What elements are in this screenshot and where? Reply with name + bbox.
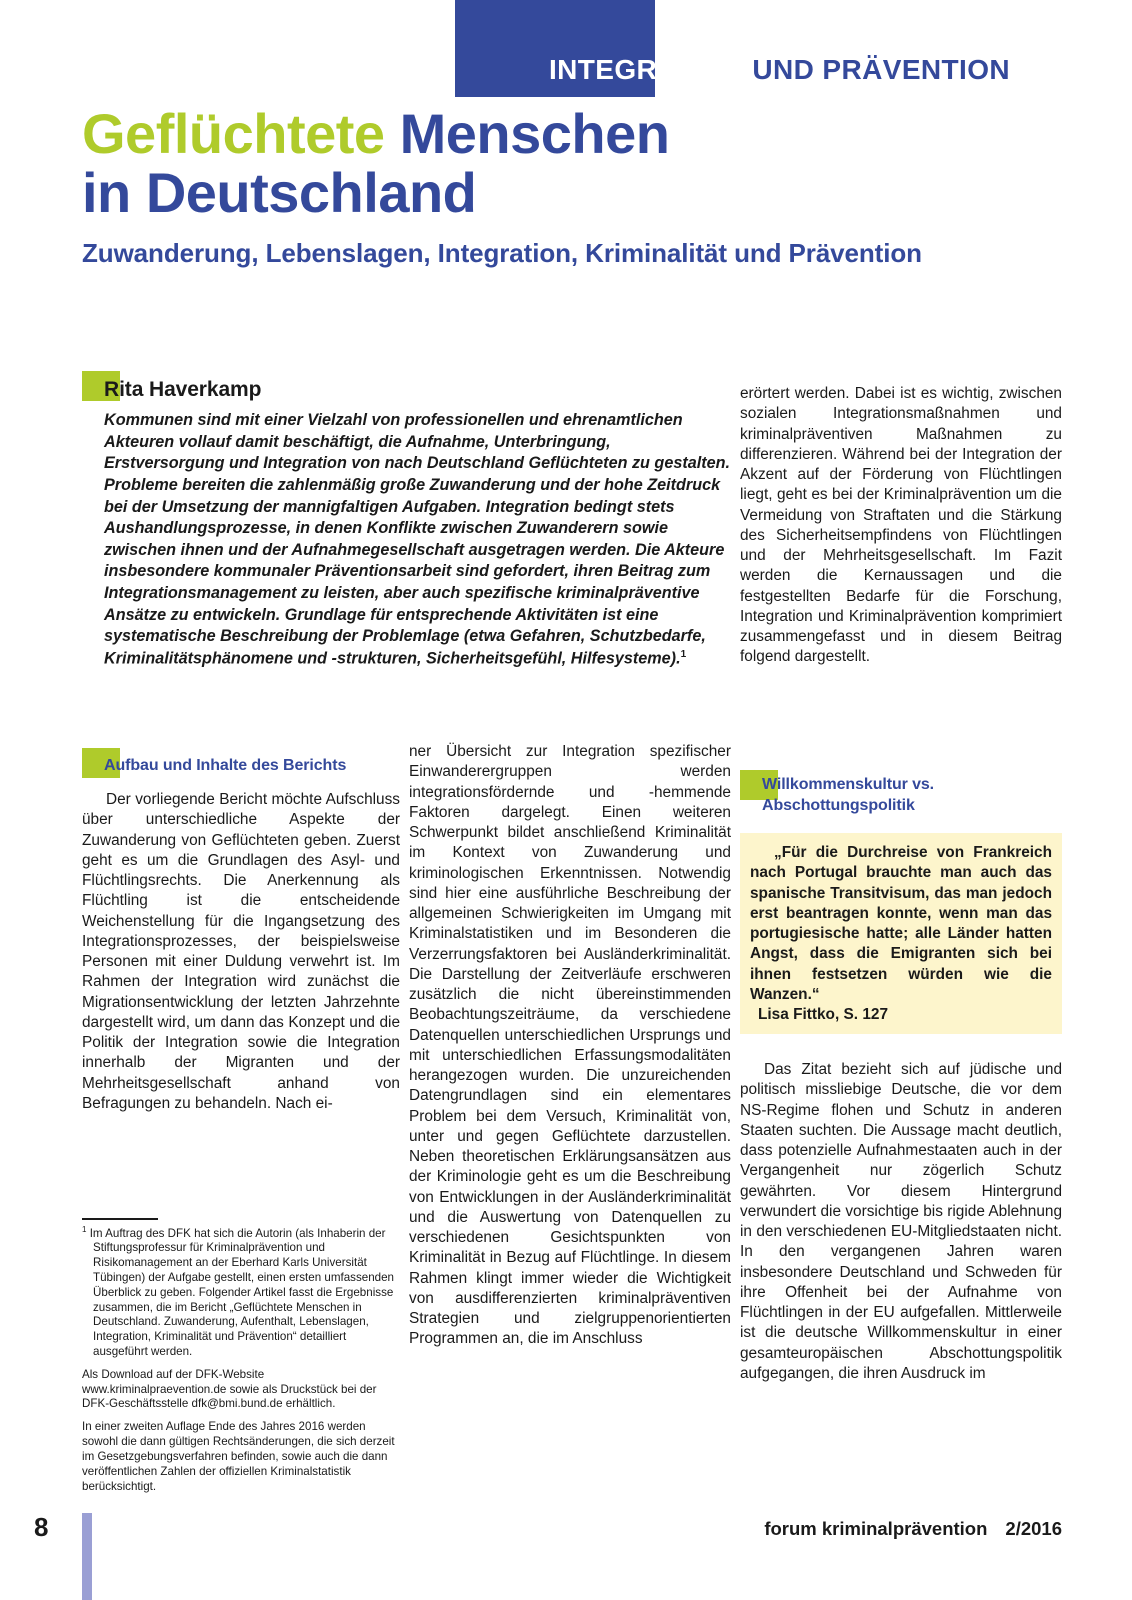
footnote-paragraph-3: In einer zweiten Auflage Ende des Jahres 2016 werden sowohl die dann gültigen Rechtsänderungen, die sich derzeit im Gesetzgebungsverfahren befinden, sowie auch die dann veröffentlichen Zahlen der offiziellen Kriminalstatistik berücksichtigt. [82,1420,395,1493]
footnote-block [82,1218,400,1494]
title-word-green: Geflüchtete [82,102,400,165]
footer-journal-info [700,1518,1062,1540]
page-title [82,104,1042,223]
body-column-1 [82,790,400,1114]
article-subtitle: Zuwanderung, Lebenslagen, Integration, Kriminalität und Prävention [82,237,922,268]
article-abstract [104,410,734,670]
paragraph: erörtert werden. Dabei ist es wichtig, zwischen sozialen Integrationsmaßnahmen und kriminalpräventiven Maßnahmen zu differenzieren. Während bei der Integration der Akzent auf der Förderung von Flüchtlingen liegt, geht es bei der Kriminalprävention um die Vermeidung von Straftaten und die Stärkung des Sicherheitsempfindens von Flüchtlingen und der Mehrheitsgesellschaft. Im Fazit werden die Kernaussagen und die festgestellten Bedarfe für die Forschung, Integration und Kriminalprävention komprimiert zusammengefasst und in diesem Beitrag folgend dargestellt. [740,385,1062,666]
footnote-paragraph-1 [82,1225,400,1360]
abstract-footnote-marker: 1 [680,648,687,660]
body-column-3-bottom [740,1060,1062,1384]
kicker-rest: UND PRÄVENTION [744,54,1010,85]
quote-source: Lisa Fittko, S. 127 [758,1006,889,1023]
kicker-highlight: INTEGRATION [548,54,745,85]
section-heading-aufbau: Aufbau und Inhalte des Berichts [104,757,347,774]
journal-name: forum kriminalprävention [764,1518,988,1539]
article-title-block [82,104,1042,269]
body-column-3-top [740,384,1062,668]
title-word-blue: Menschen [399,102,670,165]
page-number: 8 [34,1512,49,1542]
paragraph: ner Übersicht zur Integration spezifischer Einwanderergruppen werden integrationsfördernde und -hemmende Faktoren dargelegt. Einen weiteren Schwerpunkt bildet anschließend Kriminalität im Kontext von Zuwanderung und kriminologischen Erkenntnissen. Notwendig sind hier eine ausführliche Beschreibung der allgemeinen Schwierigkeiten im Umgang mit Kriminalstatistiken und im Besonderen die Verzerrungsfaktoren bei Ausländerkriminalität. Die Darstellung der Zeitverläufe erschweren zusätzlich die nicht übereinstimmenden Beobachtungszeiträume, da verschiedene Datenquellen unterschiedlichen Ursprungs und mit unterschiedlichen Erfassungsmodalitäten herangezogen wurden. Die unzureichenden Datengrundlagen sind ein elementares Problem bei dem Versuch, Kriminalität von, unter und gegen Geflüchtete darzustellen. Neben theoretischen Erklärungsansätzen aus der Kriminologie geht es um die Beschreibung von Entwicklungen in der Ausländerkriminalität und die Auswertung von Datenquellen zu verschiedenen Gesichtspunkten von Kriminalität in Bezug auf Flüchtlinge. In diesem Rahmen klingt immer wieder die Wichtigkeit von ausdifferenzierten kriminalpräventiven Strategien und zielgruppenorientierten Programmen an, die im Anschluss [409,743,731,1348]
title-line-2: in Deutschland [82,161,477,225]
paragraph: Das Zitat bezieht sich auf jüdische und politisch missliebige Deutsche, die vor dem NS-Regime flohen und Schutz in anderen Staaten suchten. Die Aussage macht deutlich, dass potenzielle Aufnahmestaaten auch in der Vergangenheit nur zögerlich Schutz gewährten. Vor diesem Hintergrund verwundert die vorsichtige bis rigide Ablehnung in den verschiedenen EU-Mitgliedstaaten nicht. In den vergangenen Jahren waren insbesondere Deutschland und Schweden für ihre Offenheit bei der Aufnahme von Flüchtlingen in der EU aufgefallen. Mittlerweile ist die deutsche Willkommenskultur in einer gesamteuropäischen Abschottungspolitik aufgegangen, die ihren Ausdruck im [740,1061,1062,1382]
footnote-marker: 1 [82,1224,87,1234]
quote-text: „Für die Durchreise von Frankreich nach Portugal brauchte man auch das spanische Transitvisum, das man jedoch erst beantragen konnte, wenn man das portugiesische hatte; alle Länder hatten Angst, dass die Emigranten sich bei ihnen festsetzen würden wie die Wanzen.“ [750,844,1052,1003]
section-heading-willkommenskultur: Willkommenskultur vs. Abschottungspolitik [762,776,935,814]
footnote-text-1: Im Auftrag des DFK hat sich die Autorin (als Inhaberin der Stiftungsprofessur für Kriminalprävention und Risikomanagement an der Eberhard Karls Universität Tübingen) der Aufgabe gestellt, einen ersten umfassenden Überblick zu geben. Folgender Artikel fasst die Ergebnisse zusammen, die im Bericht „Geflüchtete Menschen in Deutschland. Zuwanderung, Aufenthalt, Lebenslagen, Integration, Kriminalität und Prävention“ detailliert ausgeführt werden. [89,1226,394,1358]
pull-quote-box [740,833,1062,1034]
footnote-paragraph-2: Als Download auf der DFK-Website www.kriminalpraevention.de sowie als Druckstück bei der DFK-Geschäftsstelle dfk@bmi.bund.de erhältlich. [82,1367,377,1411]
paragraph: Der vorliegende Bericht möchte Aufschluss über unterschiedliche Aspekte der Zuwanderung von Geflüchteten geben. Zuerst geht es um die Grundlagen des Asyl- und Flüchtlingsrechts. Die Anerkennung als Flüchtling ist die entscheidende Weichenstellung für die Ingangsetzung des Integrationsprozesses, der beispielsweise Personen mit einer Duldung verwehrt ist. Im Rahmen der Integration wird zunächst die Migrationsentwicklung der letzten Jahrzehnte dargestellt wird, um dann das Konzept und die Politik der Integration sowie die Integration innerhalb der Migranten und der Mehrheitsgesellschaft anhand von Befragungen zu behandeln. Nach ei- [82,791,400,1112]
footnote-rule [82,1218,158,1220]
header-kicker [0,56,1010,84]
author-name: Rita Haverkamp [104,378,262,401]
footer-accent-bar [82,1513,92,1600]
body-column-2 [409,742,731,1350]
abstract-text: Kommunen sind mit einer Vielzahl von professionellen und ehrenamtlichen Akteuren vollauf damit beschäftigt, die Aufnahme, Unterbringung, Erstversorgung und Integration von nach Deutschland Geflüchteten zu gestalten. Probleme bereiten die zahlenmäßig große Zuwanderung und der hohe Zeitdruck bei der Umsetzung der mannigfaltigen Aufgaben. Integration bedingt stets Aushandlungsprozesse, in denen Konflikte zwischen Zuwanderern sowie zwischen ihnen und der Aufnahmegesellschaft ausgetragen werden. Die Akteure insbesondere kommunaler Präventionsarbeit sind gefordert, ihren Beitrag zum Integrationsmanagement zu leisten, aber auch spezifische kriminalpräventive Ansätze zu entwickeln. Grundlage für entsprechende Aktivitäten ist eine systematische Beschreibung der Problemlage (etwa Gefahren, Schutzbedarfe, Kriminalitätsphänomene und -strukturen, Sicherheitsgefühl, Hilfesysteme). [104,411,730,668]
journal-issue: 2/2016 [1005,1518,1062,1539]
